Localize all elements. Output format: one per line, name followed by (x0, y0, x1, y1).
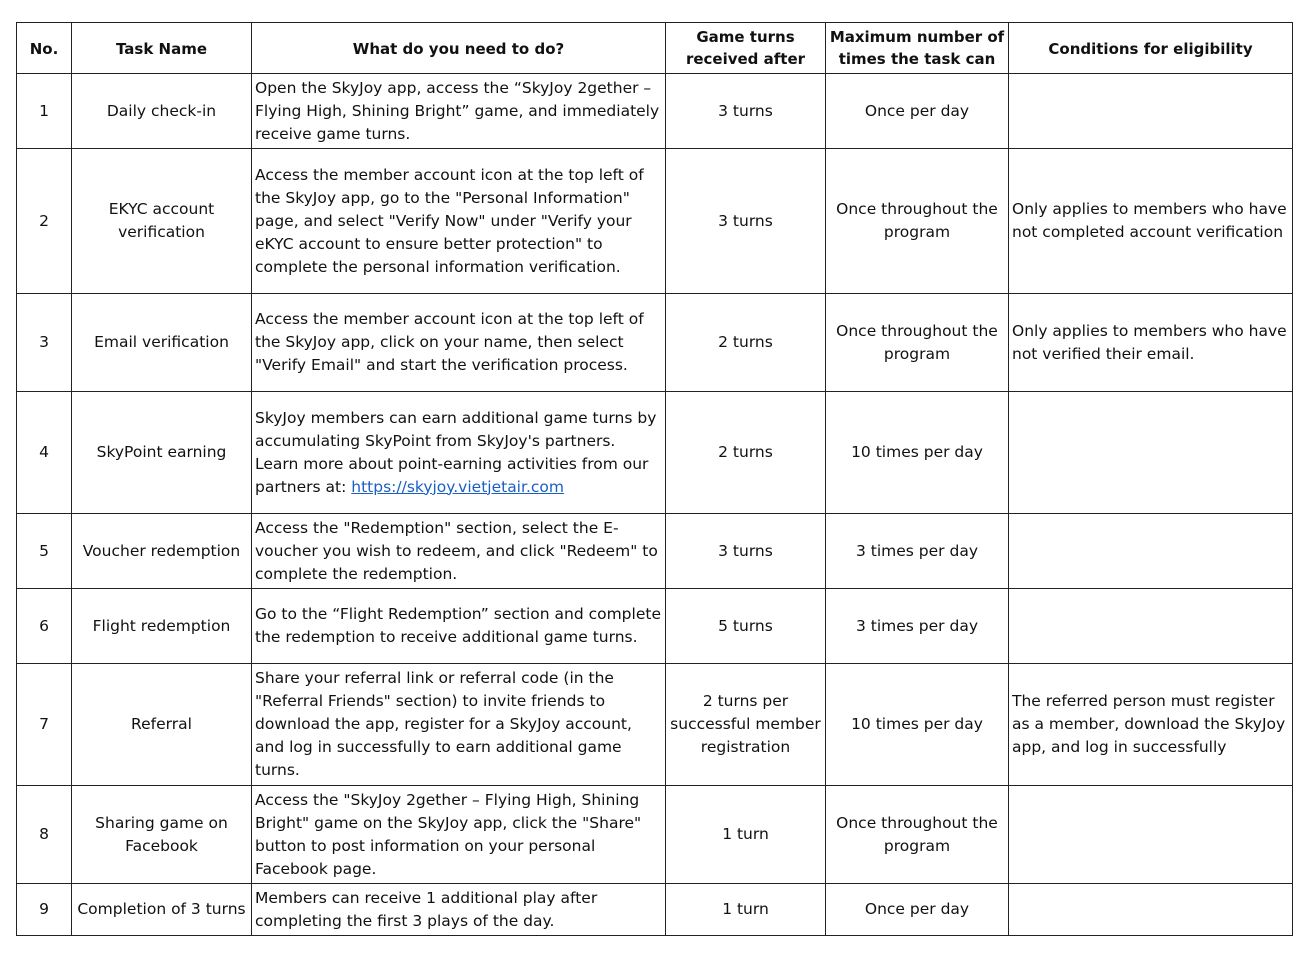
task-name: Completion of 3 turns (72, 884, 252, 936)
table-row (17, 786, 1293, 884)
game-turns: 2 turns per successful member registration (666, 664, 826, 786)
header-what-to-do: What do you need to do? (252, 23, 666, 74)
row-number: 7 (17, 664, 72, 786)
task-name: EKYC account verification (72, 149, 252, 294)
task-description: Share your referral link or referral code (in the "Referral Friends" section) to invite friends to download the app, register for a SkyJoy account, and log in successfully to earn additional game turns. (252, 664, 666, 786)
task-name: Daily check-in (72, 74, 252, 149)
max-times: Once throughout the program (826, 786, 1009, 884)
task-description: Open the SkyJoy app, access the “SkyJoy 2gether – Flying High, Shining Bright” game, and immediately receive game turns. (252, 74, 666, 149)
row-number: 5 (17, 514, 72, 589)
eligibility-conditions (1009, 74, 1293, 149)
header-no: No. (17, 23, 72, 74)
max-times: 10 times per day (826, 664, 1009, 786)
task-name: Email verification (72, 294, 252, 392)
eligibility-conditions (1009, 884, 1293, 936)
row-number: 3 (17, 294, 72, 392)
eligibility-conditions: Only applies to members who have not completed account verification (1009, 149, 1293, 294)
max-times: Once throughout the program (826, 294, 1009, 392)
table-row (17, 74, 1293, 149)
partners-link[interactable]: https://skyjoy.vietjetair.com (351, 477, 564, 496)
max-times: Once per day (826, 884, 1009, 936)
tasks-table (16, 22, 1293, 936)
task-description: Access the member account icon at the top left of the SkyJoy app, click on your name, then select "Verify Email" and start the verification process. (252, 294, 666, 392)
table-row (17, 294, 1293, 392)
header-max-times: Maximum number of times the task can (826, 23, 1009, 74)
task-description: Access the "Redemption" section, select the E-voucher you wish to redeem, and click "Redeem" to complete the redemption. (252, 514, 666, 589)
game-turns: 2 turns (666, 392, 826, 514)
task-description: Access the "SkyJoy 2gether – Flying High, Shining Bright" game on the SkyJoy app, click the "Share" button to post information on your personal Facebook page. (252, 786, 666, 884)
table-header-row (17, 23, 1293, 74)
task-description-text: SkyJoy members can earn additional game turns by accumulating SkyPoint from SkyJoy's partners. Learn more about point-earning activities from our partners at: (255, 408, 657, 496)
table-row (17, 664, 1293, 786)
task-description: Members can receive 1 additional play after completing the first 3 plays of the day. (252, 884, 666, 936)
eligibility-conditions (1009, 392, 1293, 514)
task-description: Go to the “Flight Redemption” section and complete the redemption to receive additional game turns. (252, 589, 666, 664)
row-number: 8 (17, 786, 72, 884)
task-description: Access the member account icon at the top left of the SkyJoy app, go to the "Personal Information" page, and select "Verify Now" under "Verify your eKYC account to ensure better protection" to complete the personal information verification. (252, 149, 666, 294)
row-number: 6 (17, 589, 72, 664)
task-name: Sharing game on Facebook (72, 786, 252, 884)
eligibility-conditions: The referred person must register as a member, download the SkyJoy app, and log in successfully (1009, 664, 1293, 786)
task-name: Referral (72, 664, 252, 786)
table-row (17, 589, 1293, 664)
row-number: 2 (17, 149, 72, 294)
table-row (17, 149, 1293, 294)
game-turns: 3 turns (666, 74, 826, 149)
task-name: SkyPoint earning (72, 392, 252, 514)
row-number: 9 (17, 884, 72, 936)
eligibility-conditions: Only applies to members who have not verified their email. (1009, 294, 1293, 392)
max-times: 3 times per day (826, 514, 1009, 589)
game-turns: 3 turns (666, 149, 826, 294)
game-turns: 1 turn (666, 884, 826, 936)
header-game-turns: Game turns received after (666, 23, 826, 74)
table-row (17, 392, 1293, 514)
eligibility-conditions (1009, 786, 1293, 884)
game-turns: 3 turns (666, 514, 826, 589)
header-task-name: Task Name (72, 23, 252, 74)
table-row (17, 884, 1293, 936)
max-times: Once per day (826, 74, 1009, 149)
table-row (17, 514, 1293, 589)
game-turns: 2 turns (666, 294, 826, 392)
task-name: Voucher redemption (72, 514, 252, 589)
task-name: Flight redemption (72, 589, 252, 664)
row-number: 4 (17, 392, 72, 514)
game-turns: 5 turns (666, 589, 826, 664)
max-times: 3 times per day (826, 589, 1009, 664)
max-times: Once throughout the program (826, 149, 1009, 294)
eligibility-conditions (1009, 514, 1293, 589)
task-description (252, 392, 666, 514)
max-times: 10 times per day (826, 392, 1009, 514)
game-turns: 1 turn (666, 786, 826, 884)
row-number: 1 (17, 74, 72, 149)
header-conditions: Conditions for eligibility (1009, 23, 1293, 74)
eligibility-conditions (1009, 589, 1293, 664)
